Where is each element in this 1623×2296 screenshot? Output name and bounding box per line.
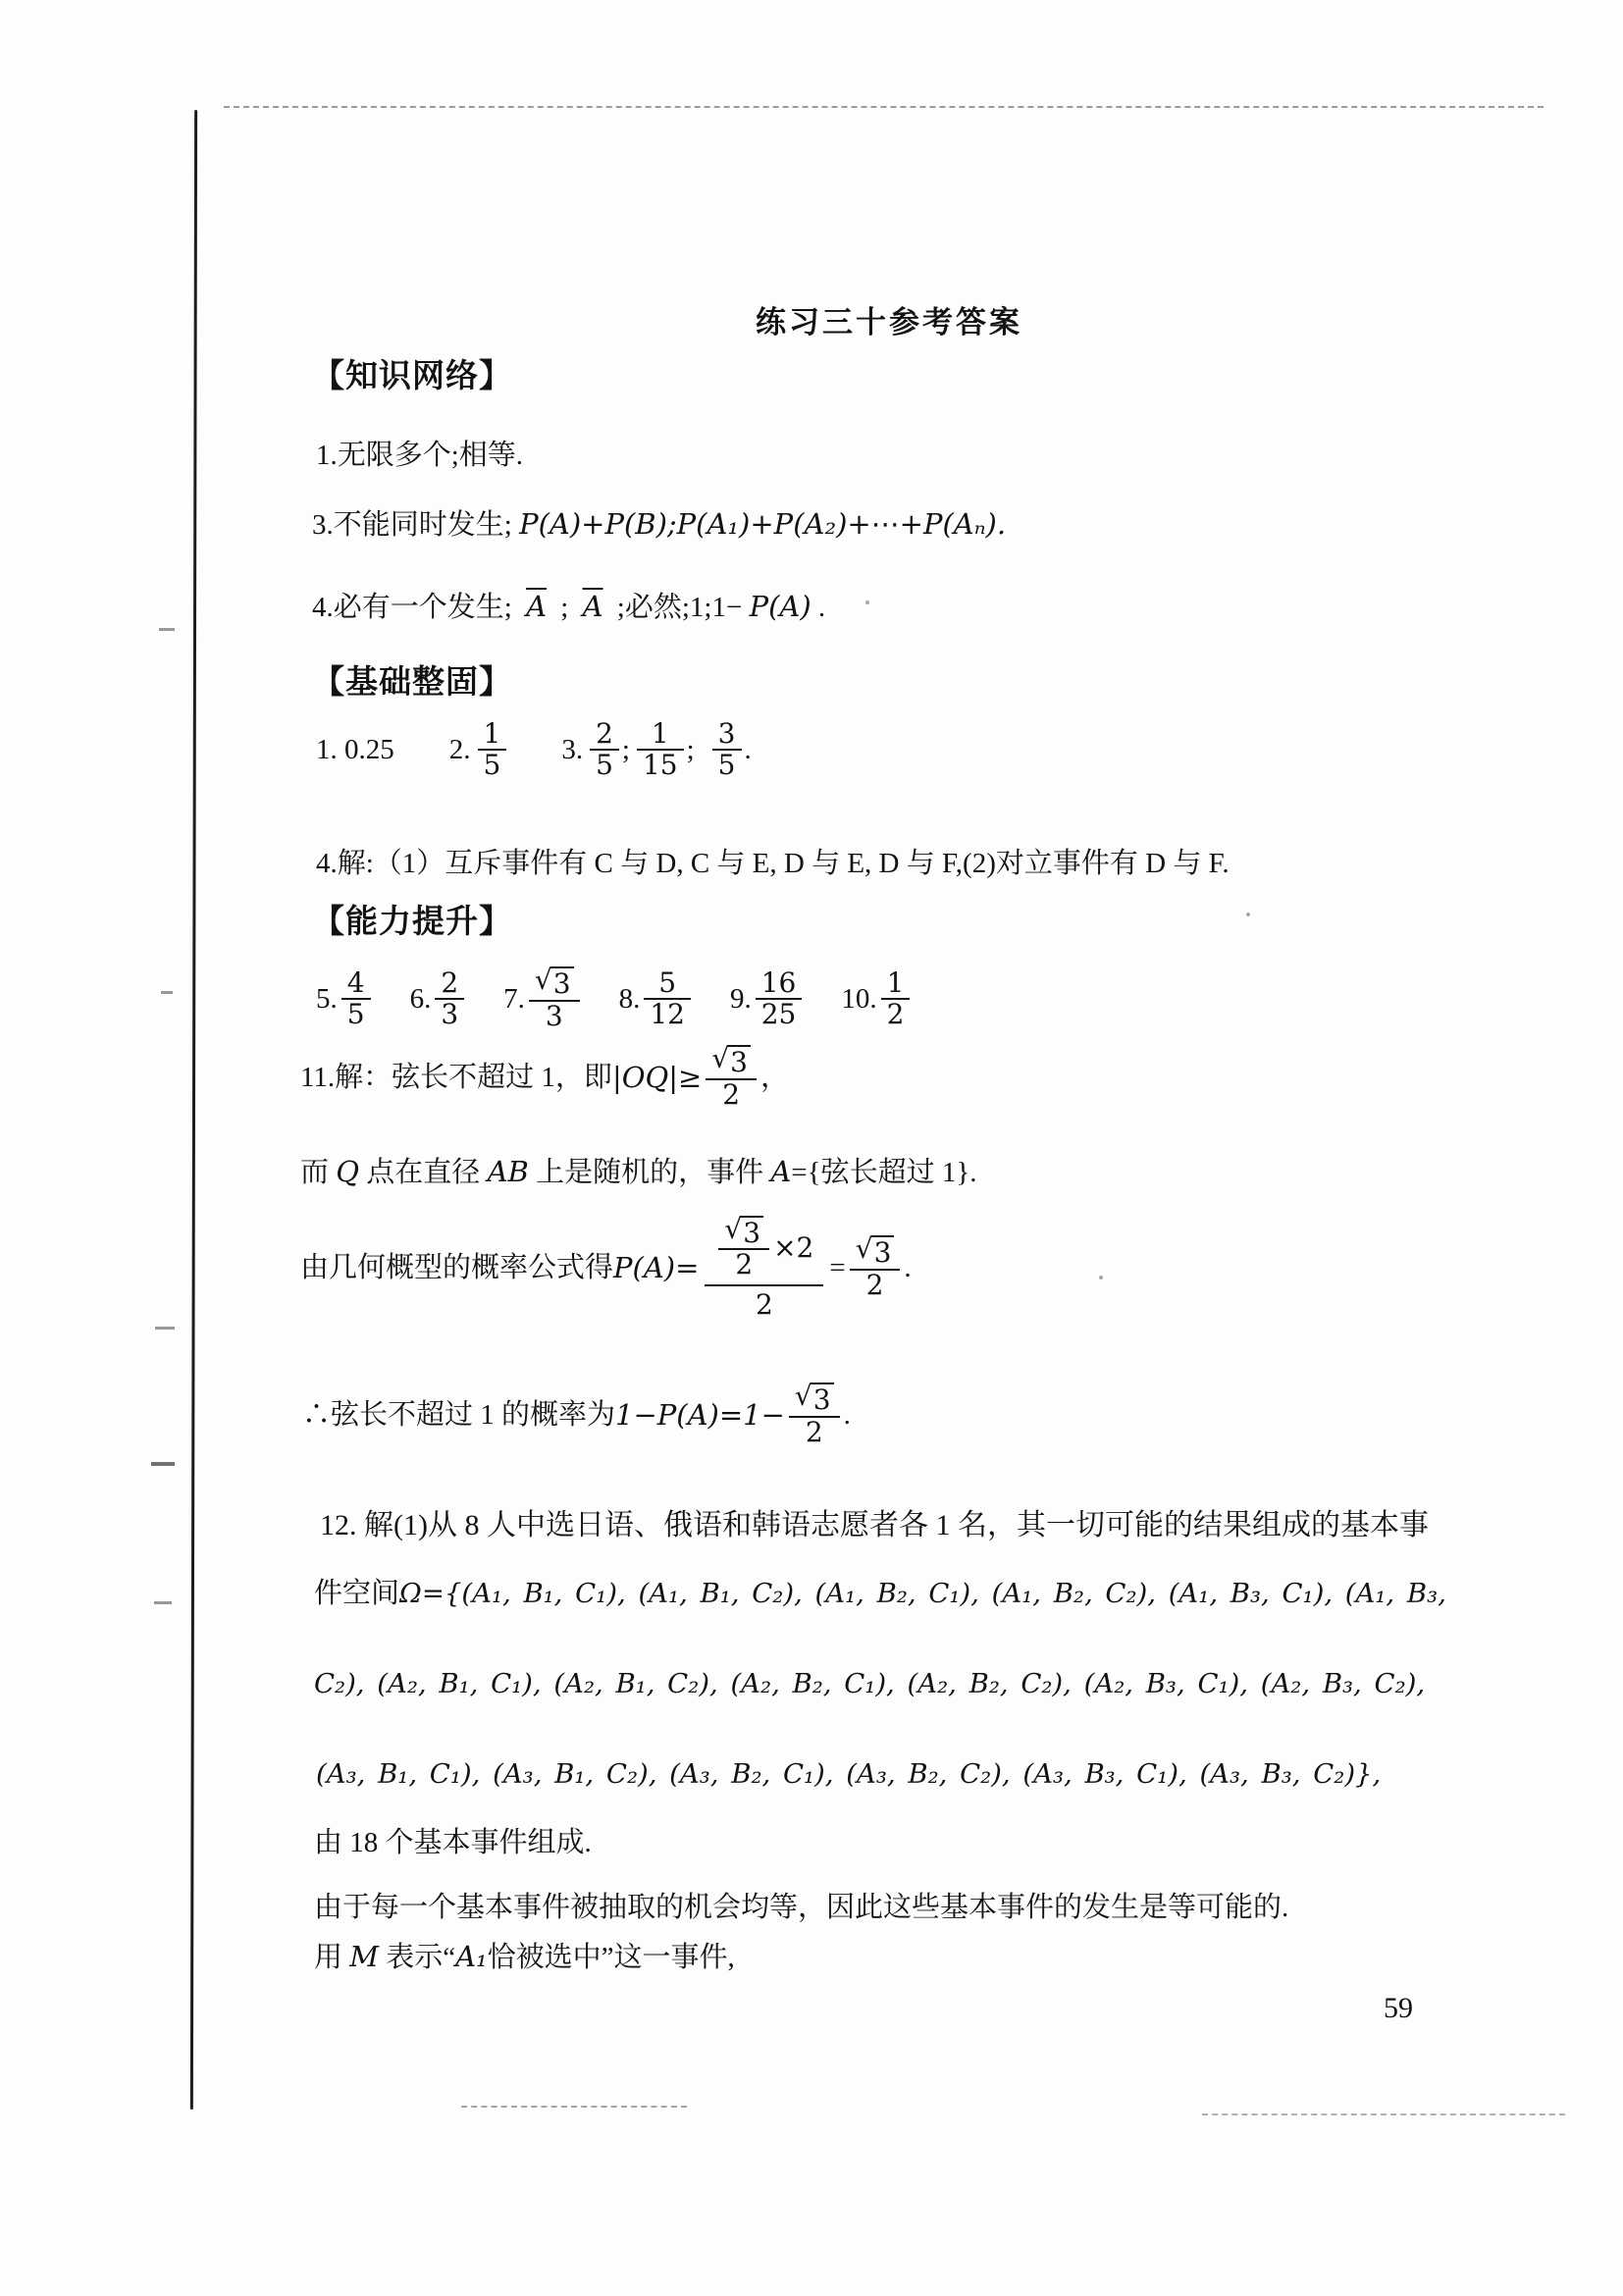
margin-mark <box>154 1601 172 1604</box>
section-header-foundation: 【基础整固】 <box>312 665 512 701</box>
period: . <box>904 1251 912 1283</box>
q11-line-1 <box>300 1036 789 1119</box>
separator: ; <box>686 733 695 765</box>
margin-mark <box>161 991 173 994</box>
q12-equally-likely-line: 由于每一个基本事件被抽取的机会均等，因此这些基本事件的发生是等可能的. <box>314 1892 1289 1923</box>
square-root: √ 3 <box>795 1383 834 1415</box>
scan-speck <box>1246 913 1250 916</box>
q12-event-m-line: 用 M 表示“A₁恰被选中”这一事件, <box>314 1940 735 1973</box>
fraction: $\frac{2}{3}$ <box>435 968 464 1029</box>
nested-fraction: √ 3 2 ×2 2 <box>705 1216 823 1320</box>
q12-count-line: 由 18 个基本事件组成. <box>314 1827 592 1858</box>
fraction: $\frac{1}{15}$ <box>637 719 684 780</box>
diameter-symbol: AB <box>487 1155 529 1188</box>
fraction: $\frac{5}{12}$ <box>644 968 691 1029</box>
sample-space-tuples: (A₃, B₁, C₁), (A₃, B₁, C₂), (A₃, B₂, C₁), (A₃, B₂, C₂), (A₃, B₃, C₁), (A₃, B₃, C₂)}, <box>316 1758 1382 1790</box>
square-root: √ 3 <box>724 1216 763 1248</box>
sample-space-tuples: Ω={(A₁, B₁, C₁), (A₁, B₁, C₂), (A₁, B₂, C₁), (A₁, B₂, C₂), (A₁, B₃, C₁), (A₁, B₃, <box>399 1578 1446 1609</box>
answer-3-label: 3. <box>561 733 584 765</box>
section-header-knowledge: 【知识网络】 <box>312 359 512 394</box>
answer-text: ;必然;1;1− <box>616 592 743 623</box>
fraction: √ 3 3 <box>529 966 580 1030</box>
answer-text: 3.不能同时发生; <box>312 509 512 541</box>
q12-sample-space-line-2 <box>314 1666 1425 1701</box>
answer-text: 11.解：弦长不超过 1，即 <box>300 1061 612 1093</box>
knowledge-answer-1: 1.无限多个;相等. <box>316 440 524 471</box>
scan-noise-bottom-right <box>1202 2113 1565 2115</box>
fraction-sqrt3-over-2: √ 3 2 <box>850 1235 901 1299</box>
separator: ; <box>560 592 569 623</box>
answer-2-label: 2. <box>448 733 471 765</box>
q12-line-1: 12. 解(1)从 8 人中选日语、俄语和韩语志愿者各 1 名，其一切可能的结果组成的基本事 <box>320 1509 1429 1541</box>
complement-event-symbol: $\overline{A}$ <box>526 590 548 623</box>
fraction: $\frac{4}{5}$ <box>341 968 371 1029</box>
margin-mark <box>159 628 175 631</box>
inner-fraction: √ 3 2 <box>718 1216 769 1279</box>
times-two: ×2 <box>773 1230 814 1264</box>
scan-noise-bottom-left <box>461 2106 687 2108</box>
event-m-symbol: M <box>349 1940 379 1973</box>
page-title: 练习三十参考答案 <box>756 305 1022 339</box>
probability-expression: 1−P(A)=1− <box>615 1397 785 1432</box>
foundation-answers-line <box>316 708 752 791</box>
period: . <box>744 733 752 765</box>
knowledge-answer-3 <box>312 506 1006 543</box>
a1-symbol: A₁ <box>455 1940 488 1973</box>
fraction-sqrt3-over-2: √ 3 2 <box>789 1383 840 1446</box>
binding-line <box>190 110 197 2110</box>
point-symbol: Q <box>336 1155 360 1188</box>
fraction: $\frac{2}{5}$ <box>590 719 619 780</box>
scan-speck <box>865 600 869 604</box>
fraction: $\frac{1}{5}$ <box>478 719 507 780</box>
probability-lhs: P(A)= <box>613 1250 700 1284</box>
period: . <box>843 1398 851 1431</box>
answer-1: 1. 0.25 <box>316 733 394 765</box>
separator: ; <box>621 733 630 765</box>
comma: ， <box>760 1061 790 1093</box>
chord-condition: |OQ|≥ <box>611 1060 703 1094</box>
answer-text: 4.必有一个发生; <box>312 592 512 623</box>
q11-line-2: 而 Q 点在直径 AB 上是随机的，事件 A={弦长超过 1}. <box>300 1155 977 1188</box>
page-number: 59 <box>1384 1992 1413 2024</box>
probability-formula: P(A)+P(B);P(A₁)+P(A₂)+⋯+P(Aₙ). <box>519 507 1007 541</box>
fraction: $\frac{3}{5}$ <box>712 719 742 780</box>
answer-7: 7. √ 3 3 <box>503 966 583 1030</box>
answer-8: 8. $\frac{5}{12}$ <box>619 968 695 1029</box>
period: . <box>817 592 826 623</box>
answer-6: 6. $\frac{2}{3}$ <box>410 968 469 1029</box>
scan-speck <box>1099 1276 1103 1279</box>
square-root: √ 3 <box>535 966 574 999</box>
answer-5: 5. $\frac{4}{5}$ <box>316 968 375 1029</box>
q12-sample-space-line-1 <box>314 1576 1446 1611</box>
fraction: $\frac{1}{2}$ <box>881 968 911 1029</box>
fraction: $\frac{16}{25}$ <box>756 968 803 1029</box>
event-symbol: A <box>770 1155 792 1188</box>
knowledge-answer-4 <box>312 589 825 625</box>
equals-sign: = <box>829 1251 846 1283</box>
answer-9: 9. $\frac{16}{25}$ <box>730 968 806 1029</box>
square-root: √ 3 <box>711 1045 751 1077</box>
ability-answers-line <box>316 958 949 1040</box>
section-header-ability: 【能力提升】 <box>312 905 512 940</box>
q12-sample-space-line-3 <box>316 1756 1381 1792</box>
margin-mark <box>151 1462 175 1466</box>
q11-formula-line <box>300 1189 912 1346</box>
answer-text: 件空间 <box>314 1578 400 1609</box>
q11-conclusion-line <box>302 1372 851 1458</box>
scan-noise-top <box>224 106 1544 108</box>
square-root: √ 3 <box>856 1235 895 1268</box>
answer-10: 10. $\frac{1}{2}$ <box>841 968 914 1029</box>
probability-term: P(A) <box>749 590 812 623</box>
foundation-answer-4: 4.解:（1）互斥事件有 C 与 D, C 与 E, D 与 E, D 与 F,(2)对立事件有 D 与 F. <box>316 848 1230 879</box>
answer-text: 由几何概型的概率公式得 <box>300 1251 614 1283</box>
sample-space-tuples: C₂), (A₂, B₁, C₁), (A₂, B₁, C₂), (A₂, B₂, C₁), (A₂, B₂, C₂), (A₂, B₃, C₁), (A₂, B₃, C₂), <box>314 1668 1426 1699</box>
complement-event-symbol: $\overline{A}$ <box>582 590 603 623</box>
fraction-sqrt3-over-2: √ 3 2 <box>706 1045 757 1109</box>
margin-mark <box>155 1327 175 1330</box>
answer-text: ∴弦长不超过 1 的概率为 <box>302 1398 616 1431</box>
